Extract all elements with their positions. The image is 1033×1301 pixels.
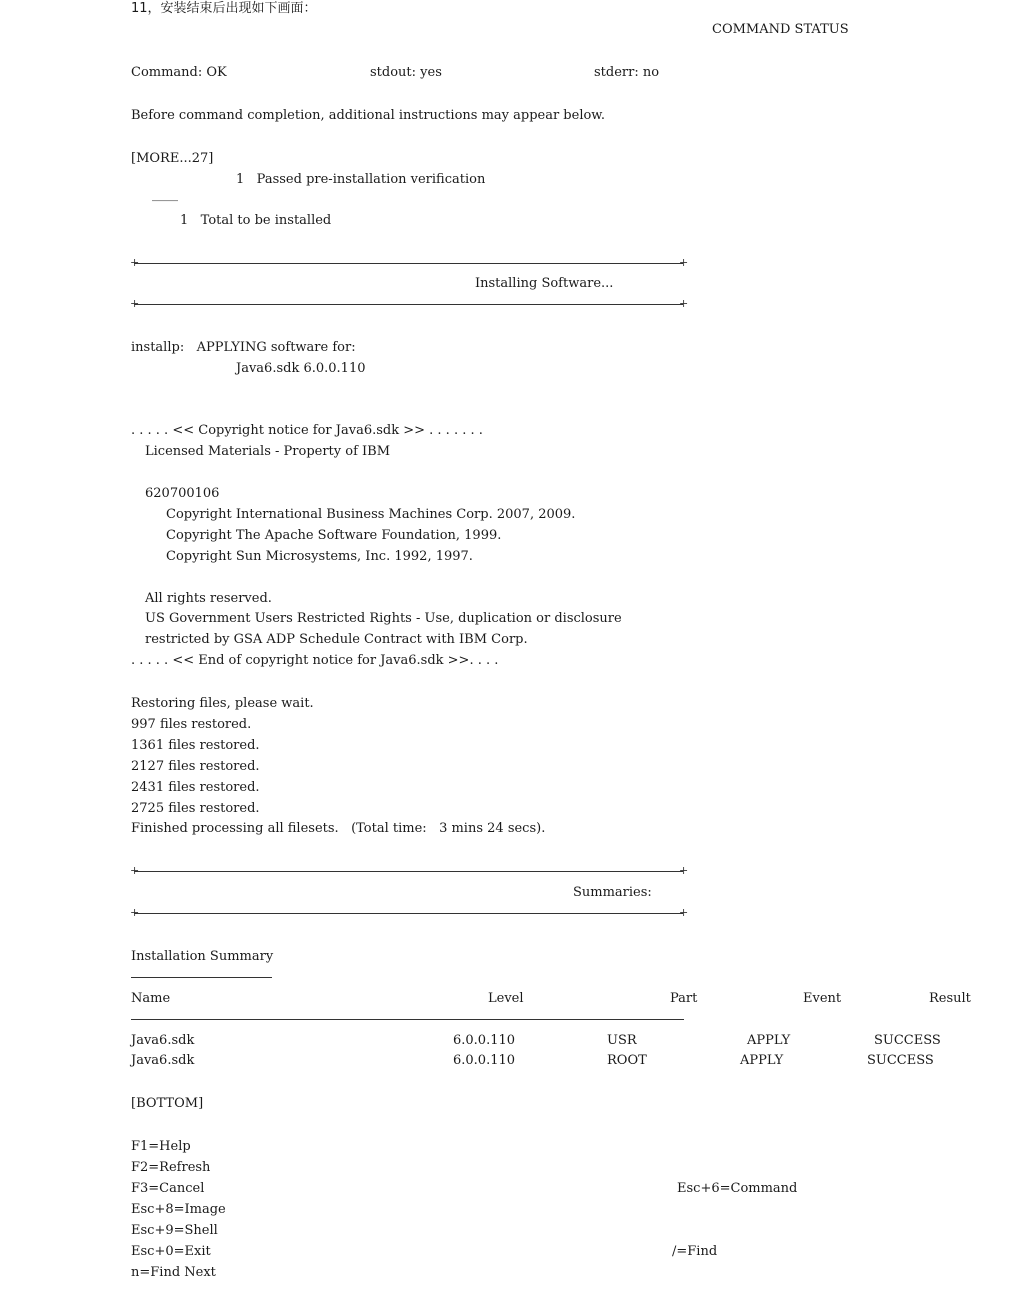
banner-rule-bottom: [134, 304, 683, 305]
key-image[interactable]: Esc+8=Image: [131, 1202, 226, 1217]
banner-rule-top: [134, 263, 683, 264]
installp-package: Java6.sdk 6.0.0.110: [236, 361, 366, 376]
copyright-line: Copyright The Apache Software Foundation, 1999.: [166, 528, 502, 543]
cell-part: USR: [607, 1033, 637, 1048]
cell-result: SUCCESS: [874, 1033, 941, 1048]
key-shell[interactable]: Esc+9=Shell: [131, 1223, 218, 1238]
summaries-rule-top-right-plus: +: [679, 864, 689, 877]
cell-level: 6.0.0.110: [453, 1053, 516, 1068]
cell-result: SUCCESS: [867, 1053, 934, 1068]
copyright-line: Copyright International Business Machines Corp. 2007, 2009.: [166, 507, 576, 522]
bottom-indicator: [BOTTOM]: [131, 1096, 204, 1111]
summary-title-underline: [131, 977, 272, 978]
restore-progress-line: 2127 files restored.: [131, 759, 260, 774]
key-exit[interactable]: Esc+0=Exit: [131, 1244, 211, 1259]
copyright-line: Copyright Sun Microsystems, Inc. 1992, 1997.: [166, 549, 473, 564]
banner-rule-top-right-plus: +: [679, 256, 689, 269]
cell-event: APPLY: [747, 1033, 791, 1048]
installp-applying: installp: APPLYING software for:: [131, 340, 356, 355]
summaries-rule-bottom-right-plus: +: [679, 906, 689, 919]
restore-progress-line: 2431 files restored.: [131, 780, 260, 795]
column-header-level: Level: [488, 991, 524, 1006]
key-refresh[interactable]: F2=Refresh: [131, 1160, 211, 1175]
key-cancel[interactable]: F3=Cancel: [131, 1181, 205, 1196]
summaries-rule-bottom-left-plus: +: [130, 906, 140, 919]
cell-name: Java6.sdk: [131, 1053, 195, 1068]
total-to-install: 1 Total to be installed: [180, 213, 332, 228]
banner-rule-bottom-left-plus: +: [130, 297, 140, 310]
licensed-materials: Licensed Materials - Property of IBM: [145, 444, 391, 459]
key-find-next[interactable]: n=Find Next: [131, 1265, 216, 1280]
restoring-files: Restoring files, please wait.: [131, 696, 314, 711]
key-help[interactable]: F1=Help: [131, 1139, 191, 1154]
banner-rule-bottom-right-plus: +: [679, 297, 689, 310]
restore-progress-line: 2725 files restored.: [131, 801, 260, 816]
completion-note: Before command completion, additional instructions may appear below.: [131, 108, 606, 123]
column-header-name: Name: [131, 991, 171, 1006]
stderr-status: stderr: no: [594, 65, 660, 80]
cell-event: APPLY: [740, 1053, 784, 1068]
gov-rights-1: US Government Users Restricted Rights - Use, duplication or disclosure: [145, 611, 622, 626]
cell-level: 6.0.0.110: [453, 1033, 516, 1048]
summaries-banner: Summaries:: [573, 885, 652, 900]
column-header-part: Part: [670, 991, 698, 1006]
more-indicator: [MORE...27]: [131, 151, 214, 166]
table-header-rule: [131, 1019, 684, 1020]
rights-reserved: All rights reserved.: [145, 591, 272, 606]
finished-processing: Finished processing all filesets. (Total time: 3 mins 24 secs).: [131, 821, 546, 836]
restore-progress-line: 1361 files restored.: [131, 738, 260, 753]
command-status: Command: OK: [131, 65, 227, 80]
copyright-start: . . . . . << Copyright notice for Java6.sdk >> . . . . . . .: [131, 423, 483, 438]
banner-rule-top-left-plus: +: [130, 256, 140, 269]
cell-name: Java6.sdk: [131, 1033, 195, 1048]
copyright-end: . . . . . << End of copyright notice for Java6.sdk >>. . . .: [131, 653, 499, 668]
verification-dash: ____: [152, 187, 178, 202]
key-command[interactable]: Esc+6=Command: [677, 1181, 798, 1196]
summaries-rule-top: [134, 871, 683, 872]
summaries-rule-top-left-plus: +: [130, 864, 140, 877]
stdout-status: stdout: yes: [370, 65, 442, 80]
gov-rights-2: restricted by GSA ADP Schedule Contract with IBM Corp.: [145, 632, 528, 647]
passed-verification: 1 Passed pre-installation verification: [236, 172, 486, 187]
installation-summary-title: Installation Summary: [131, 949, 274, 964]
screen-title: COMMAND STATUS: [712, 22, 849, 37]
column-header-event: Event: [803, 991, 842, 1006]
restore-progress-line: 997 files restored.: [131, 717, 252, 732]
intro-line: 11，安装结束后出现如下画面：: [131, 1, 317, 16]
installing-banner: Installing Software...: [475, 276, 614, 291]
column-header-result: Result: [929, 991, 971, 1006]
summaries-rule-bottom: [134, 913, 683, 914]
cell-part: ROOT: [607, 1053, 647, 1068]
key-find[interactable]: /=Find: [672, 1244, 718, 1259]
product-id: 620700106: [145, 486, 220, 501]
